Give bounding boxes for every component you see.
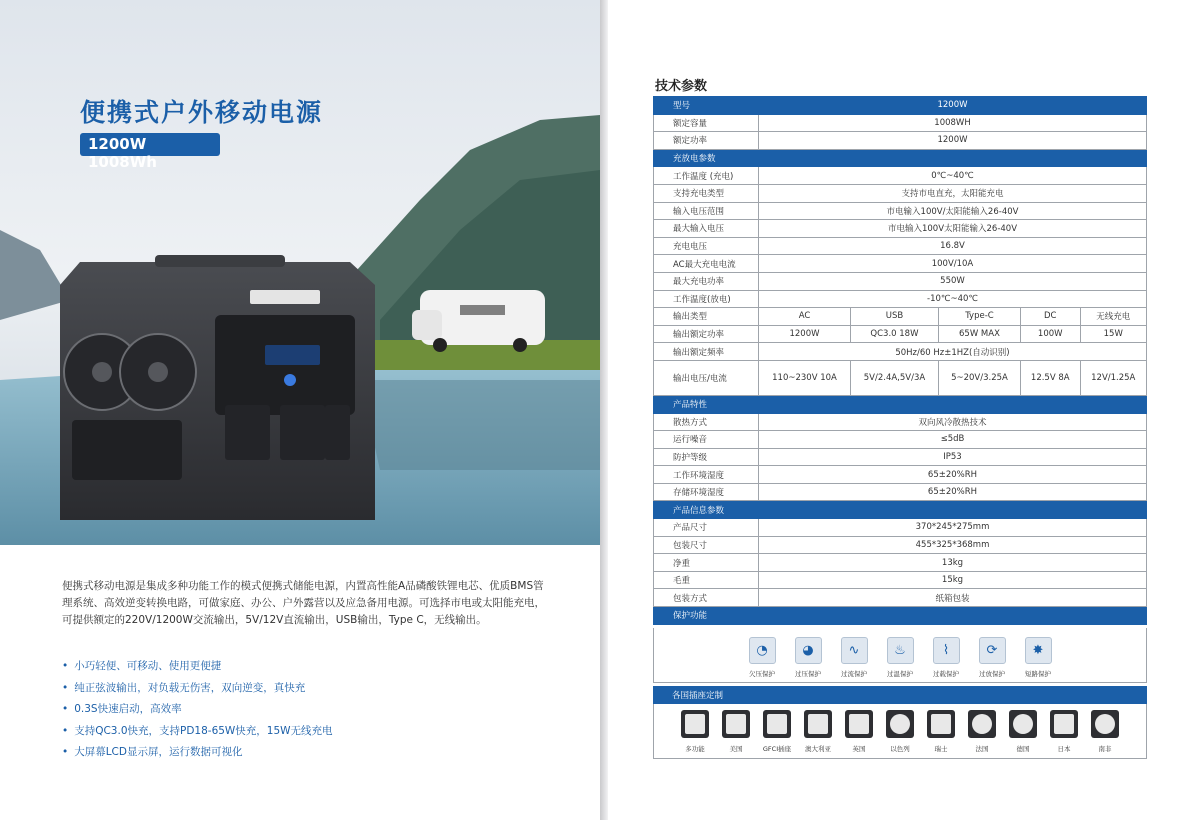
cell-value: 110~230V 10A [759,360,851,395]
protection-label: 过载保护 [933,670,959,678]
row-label: 净重 [654,554,759,572]
gauge-icon: ◕ [795,637,822,664]
table-row [654,272,1147,290]
socket-item [1048,710,1081,758]
row-label: 充电电压 [654,237,759,255]
section-header-row [654,395,1147,413]
socket-label: 瑞士 [934,745,948,753]
row-label: 包装方式 [654,589,759,607]
table-row [654,220,1147,238]
row-label: 最大输入电压 [654,220,759,238]
protection-item [786,637,830,682]
row-label: AC最大充电电流 [654,255,759,273]
feature-item: • 大屏幕LCD显示屏，运行数据可视化 [62,742,333,764]
spark-icon: ✸ [1025,637,1052,664]
cell-value: AC [759,308,851,326]
cell-value: 15W [1080,325,1147,343]
section-header: 保护功能 [654,607,1147,625]
socket-icons [653,704,1147,759]
row-label: 工作环境湿度 [654,466,759,484]
cell-value: 1200W [759,325,851,343]
chart-icon: ⌇ [933,637,960,664]
table-row [654,343,1147,361]
socket-label: 以色列 [890,745,910,753]
cell-value: 12.5V 8A [1021,360,1081,395]
protection-item [832,637,876,682]
row-value: ≤5dB [759,431,1147,449]
row-value: 455*325*368mm [759,536,1147,554]
table-row [654,237,1147,255]
row-value: 16.8V [759,237,1147,255]
spec-section-title: 技术参数 [655,79,708,94]
row-value: 双向风冷散热技术 [759,413,1147,431]
row-value: -10℃~40℃ [759,290,1147,308]
row-label: 包装尺寸 [654,536,759,554]
section-header-row [654,149,1147,167]
socket-item [1089,710,1122,758]
row-label: 输入电压范围 [654,202,759,220]
row-value: 100V/10A [759,255,1147,273]
socket-icon [845,710,873,738]
socket-icon [804,710,832,738]
row-label: 支持充电类型 [654,184,759,202]
socket-item [843,710,876,758]
capacity-badge: 1200W 1008Wh [80,133,220,156]
table-row [654,290,1147,308]
wave-icon: ∿ [841,637,868,664]
socket-label: 多功能 [685,745,705,753]
row-label: 输出额定频率 [654,343,759,361]
socket-icon [1091,710,1119,738]
product-photo [0,0,600,545]
protection-label: 过压保护 [795,670,821,678]
row-label: 存储环境湿度 [654,483,759,501]
cell-value: 65W MAX [938,325,1020,343]
socket-item [761,710,794,758]
cell-value: 12V/1.25A [1080,360,1147,395]
row-value: 1008WH [759,114,1147,132]
protection-label: 过放保护 [979,670,1005,678]
row-label: 运行噪音 [654,431,759,449]
table-row [654,114,1147,132]
socket-item [802,710,835,758]
feature-item: • 支持QC3.0快充，支持PD18-65W快充，15W无线充电 [62,721,333,743]
product-title: 便携式户外移动电源 [80,98,324,127]
row-value: 1200W [759,132,1147,150]
cell-value: 无线充电 [1080,308,1147,326]
cell-value: DC [1021,308,1081,326]
socket-icon [1050,710,1078,738]
protection-item [970,637,1014,682]
socket-label: GFCI插座 [762,745,792,753]
row-label: 输出额定功率 [654,325,759,343]
socket-item [1007,710,1040,758]
table-row [654,448,1147,466]
protection-label: 欠压保护 [749,670,775,678]
protection-item [924,637,968,682]
protection-label: 过温保护 [887,670,913,678]
product-description: 便携式移动电源是集成多种功能工作的模式便携式储能电源，内置高性能A品磷酸铁锂电芯、优质BMS管理系统、高效逆变转换电路，可做家庭、办公、户外露营以及应急备用电源。可选择市电或太阳能充电，可提供额定的220V/1200W交流输出，5V/12V直流输出，USB输出，Type C，无线输出。 [62,580,545,626]
cycle-icon: ⟳ [979,637,1006,664]
table-row [654,589,1147,607]
row-value: 0℃~40℃ [759,167,1147,185]
socket-icon [927,710,955,738]
section-header: 充放电参数 [654,149,1147,167]
socket-icon [722,710,750,738]
cell-value: Type-C [938,308,1020,326]
socket-label: 南非 [1098,745,1112,753]
socket-icon [681,710,709,738]
table-row [654,184,1147,202]
section-header: 产品信息参数 [654,501,1147,519]
socket-label: 法国 [975,745,989,753]
row-value: 65±20%RH [759,466,1147,484]
row-value: IP53 [759,448,1147,466]
row-label: 散热方式 [654,413,759,431]
table-row [654,255,1147,273]
row-label: 毛重 [654,571,759,589]
row-value: 15kg [759,571,1147,589]
socket-label: 美国 [729,745,743,753]
row-value: 550W [759,272,1147,290]
row-value: 纸箱包装 [759,589,1147,607]
row-label: 产品尺寸 [654,519,759,537]
socket-item [966,710,999,758]
row-label: 工作温度(放电) [654,290,759,308]
row-value: 65±20%RH [759,483,1147,501]
feature-item: • 小巧轻便、可移动、使用更便捷 [62,656,333,678]
section-header: 产品特性 [654,395,1147,413]
feature-item: • 纯正弦波输出，对负载无伤害，双向逆变，真快充 [62,678,333,700]
table-row [654,483,1147,501]
row-label: 输出电压/电流 [654,360,759,395]
cell-value: 5V/2.4A,5V/3A [851,360,939,395]
table-row [654,571,1147,589]
gauge-icon: ◔ [749,637,776,664]
table-row [654,431,1147,449]
landscape-illustration [0,0,600,545]
table-row [654,466,1147,484]
row-value: 市电输入100V太阳能输入26-40V [759,220,1147,238]
table-row [654,413,1147,431]
spec-table [653,96,1147,625]
socket-item [925,710,958,758]
table-row [654,536,1147,554]
page-fold [600,0,608,820]
socket-item [679,710,712,758]
section-header-row [654,607,1147,625]
row-label: 额定容量 [654,114,759,132]
row-value: 50Hz/60 Hz±1HZ(自动识别) [759,343,1147,361]
table-row [654,167,1147,185]
socket-label: 德国 [1016,745,1030,753]
thermometer-icon: ♨ [887,637,914,664]
row-label: 工作温度 (充电) [654,167,759,185]
row-value: 支持市电直充，太阳能充电 [759,184,1147,202]
protection-label: 短路保护 [1025,670,1051,678]
table-row [654,308,1147,326]
socket-icon [886,710,914,738]
right-page [608,0,1200,820]
cell-value: 100W [1021,325,1081,343]
table-row [654,202,1147,220]
cell-value: USB [851,308,939,326]
socket-icon [763,710,791,738]
protection-item [740,637,784,682]
socket-section-header: 各国插座定制 [653,686,1147,704]
row-label: 防护等级 [654,448,759,466]
protection-icons [653,628,1147,683]
socket-label: 英国 [852,745,866,753]
table-row [654,97,1147,115]
protection-item [1016,637,1060,682]
table-row [654,519,1147,537]
feature-item: • 0.3S快速启动，高效率 [62,699,333,721]
table-row [654,360,1147,395]
protection-item [878,637,922,682]
protection-label: 过流保护 [841,670,867,678]
socket-item [720,710,753,758]
row-value: 市电输入100V/太阳能输入26-40V [759,202,1147,220]
row-label: 型号 [654,97,759,115]
row-label: 最大充电功率 [654,272,759,290]
socket-icon [968,710,996,738]
row-label: 额定功率 [654,132,759,150]
socket-icon [1009,710,1037,738]
table-row [654,132,1147,150]
socket-label: 日本 [1057,745,1071,753]
row-value: 13kg [759,554,1147,572]
socket-item [884,710,917,758]
row-value: 1200W [759,97,1147,115]
feature-list [62,656,333,764]
row-label: 输出类型 [654,308,759,326]
cell-value: 5~20V/3.25A [938,360,1020,395]
cell-value: QC3.0 18W [851,325,939,343]
section-header-row [654,501,1147,519]
socket-label: 澳大利亚 [805,745,831,753]
table-row [654,554,1147,572]
row-value: 370*245*275mm [759,519,1147,537]
table-row [654,325,1147,343]
